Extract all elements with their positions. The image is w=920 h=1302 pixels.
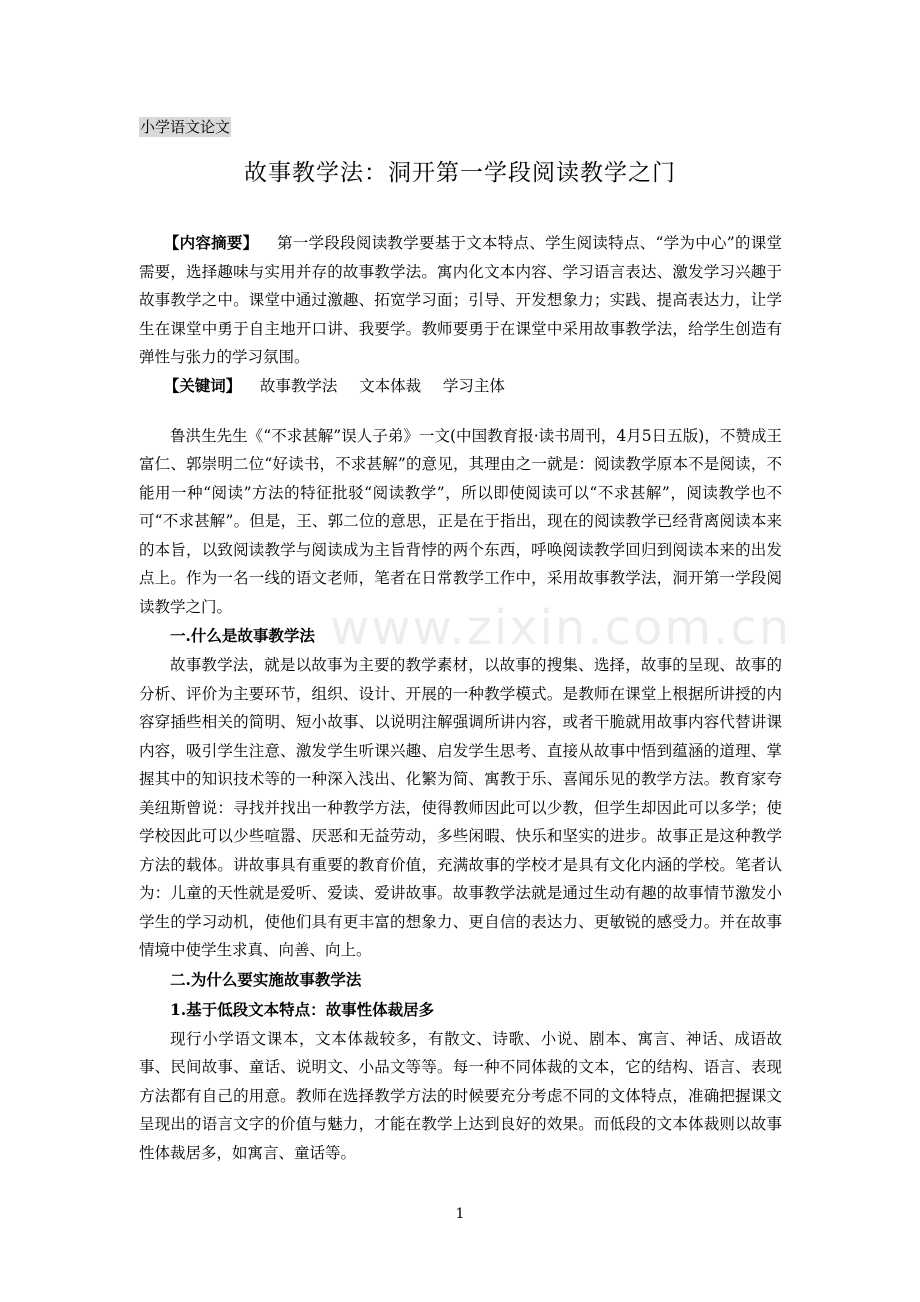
document-body (139, 229, 782, 1167)
watermark: www.zixin.com.cn (330, 600, 792, 656)
subsection-heading-2-1: 1.基于低段文本特点：故事性体裁居多 (170, 999, 435, 1019)
page-number: 1 (455, 1206, 465, 1222)
intro-paragraph: 鲁洪生先生《“不求甚解”误人子弟》一文(中国教育报·读书周刊，4月5日五版)，不赞成王富仁、郭崇明二位“好读书，不求甚解”的意见，其理由之一就是：阅读教学原本不是阅读，不能用一种“阅读”方法的特征批驳“阅读教学”，所以即使阅读可以“不求甚解”，阅读教学也不可“不求甚解”。但是，王、郭二位的意思，正是在于指出，现在的阅读教学已经背离阅读本来的本旨，以致阅读教学与阅读成为主旨背悖的两个东西，呼唤阅读教学回归到阅读本来的出发点上。作为一名一线的语文老师，笔者在日常教学工作中，采用故事教学法，洞开第一学段阅读教学之门。 (139, 426, 782, 616)
keyword-item: 故事教学法 (259, 376, 338, 395)
keyword-item: 文本体裁 (359, 376, 422, 395)
abstract-label: 【内容摘要】 (163, 233, 259, 252)
section-heading-2: 二.为什么要实施故事教学法 (170, 969, 362, 989)
keywords-line (139, 372, 782, 400)
category-label: 小学语文论文 (140, 118, 231, 136)
abstract-text: 第一学段段阅读教学要基于文本特点、学生阅读特点、“学为中心”的课堂需要，选择趣味与实用并存的故事教学法。寓内化文本内容、学习语言表达、激发学习兴趣于故事教学之中。课堂中通过激趣、拓宽学习面；引导、开发想象力；实践、提高表达力，让学生在课堂中勇于自主地开口讲、我要学。教师要勇于在课堂中采用故事教学法，给学生创造有弹性与张力的学习氛围。 (139, 234, 782, 366)
keywords-label: 【关键词】 (163, 375, 242, 395)
section-spacer (139, 400, 782, 422)
subsection-2-1-paragraph: 现行小学语文课本，文本体裁较多，有散文、诗歌、小说、剧本、寓言、神话、成语故事、民间故事、童话、说明文、小品文等等。每一种不同体裁的文本，它的结构、语言、表现方法都有自己的用意。教师在选择教学方法的时候要充分考虑不同的文体特点，准确把握课文呈现出的语言文字的价值与魅力，才能在教学上达到良好的效果。而低段的文本体裁则以故事性体裁居多，如寓言、童话等。 (139, 1029, 782, 1162)
keyword-item: 学习主体 (442, 376, 505, 395)
section-1-paragraph: 故事教学法，就是以故事为主要的教学素材，以故事的搜集、选择，故事的呈现、故事的分析、评价为主要环节，组织、设计、开展的一种教学模式。是教师在课堂上根据所讲授的内容穿插些相关的简明、短小故事、以说明注解强调所讲内容，或者干脆就用故事内容代替讲课内容，吸引学生注意、激发学生听课兴趣、启发学生思考、直接从故事中悟到蕴涵的道理、掌握其中的知识技术等的一种深入浅出、化繁为简、寓教于乐、喜闻乐见的教学方法。教育家夸美纽斯曾说：寻找并找出一种教学方法，使得教师因此可以少教，但学生却因此可以多学；使学校因此可以少些喧嚣、厌恶和无益劳动，多些闲暇、快乐和坚实的进步。故事正是这种教学方法的载体。讲故事具有重要的教育价值，充满故事的学校才是具有文化内涵的学校。笔者认为：儿童的天性就是爱听、爱读、爱讲故事。故事教学法就是通过生动有趣的故事情节激发小学生的学习动机，使他们具有更丰富的想象力、更自信的表达力、更敏锐的感受力。并在故事情境中使学生求真、向善、向上。 (139, 656, 782, 959)
abstract-paragraph (139, 229, 782, 372)
section-heading-1: 一.什么是故事教学法 (170, 626, 315, 645)
page-title: 故事教学法：洞开第一学段阅读教学之门 (244, 160, 676, 186)
